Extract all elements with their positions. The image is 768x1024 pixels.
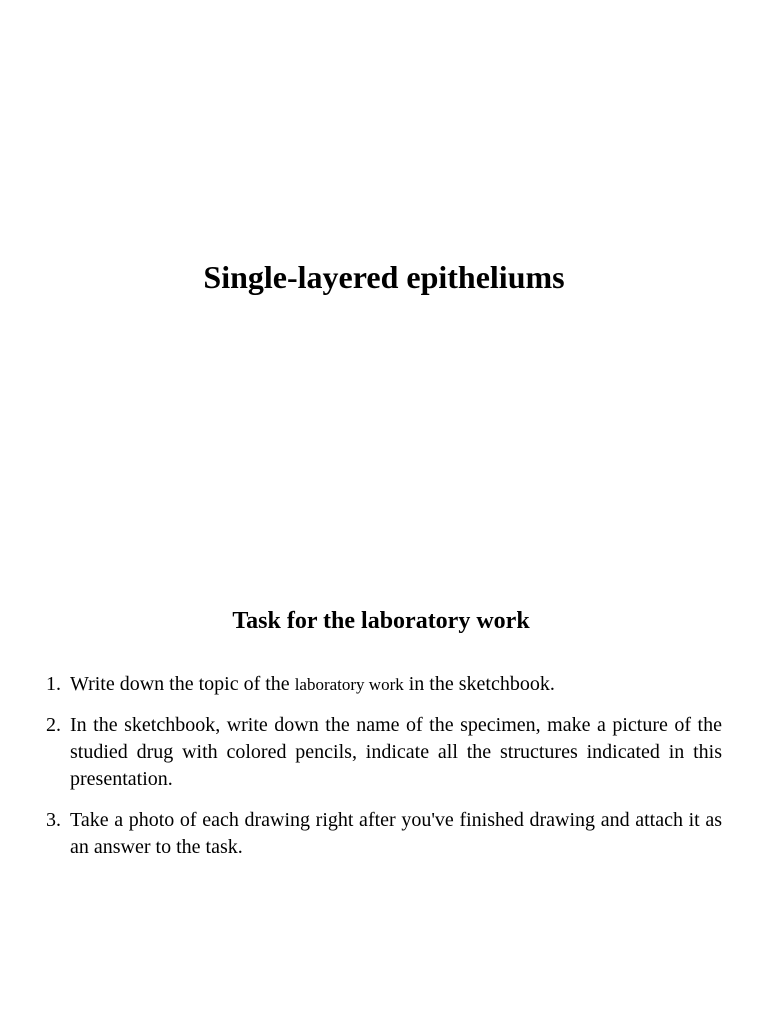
page-title: Single-layered epitheliums — [203, 259, 565, 295]
task-number: 3. — [46, 809, 61, 831]
task-text-after: in the sketchbook. — [403, 673, 555, 695]
task-number: 1. — [46, 673, 61, 695]
task-item-1 — [46, 671, 722, 698]
task-text: In the sketchbook, write down the name of the specimen, make a picture of the studied drug with colored pencils, indicate all the structures indicated in this presentation. — [70, 714, 722, 790]
task-number: 2. — [46, 714, 61, 736]
task-text-highlight: laboratory work — [294, 675, 404, 694]
task-text: Take a photo of each drawing right after you've finished drawing and attach it as an answer to the task. — [70, 809, 722, 858]
task-heading: Task for the laboratory work — [232, 608, 530, 634]
task-text-before: Write down the topic of the — [70, 673, 295, 695]
task-item-3 — [46, 807, 722, 861]
task-list — [46, 671, 722, 875]
task-item-2 — [46, 712, 722, 793]
